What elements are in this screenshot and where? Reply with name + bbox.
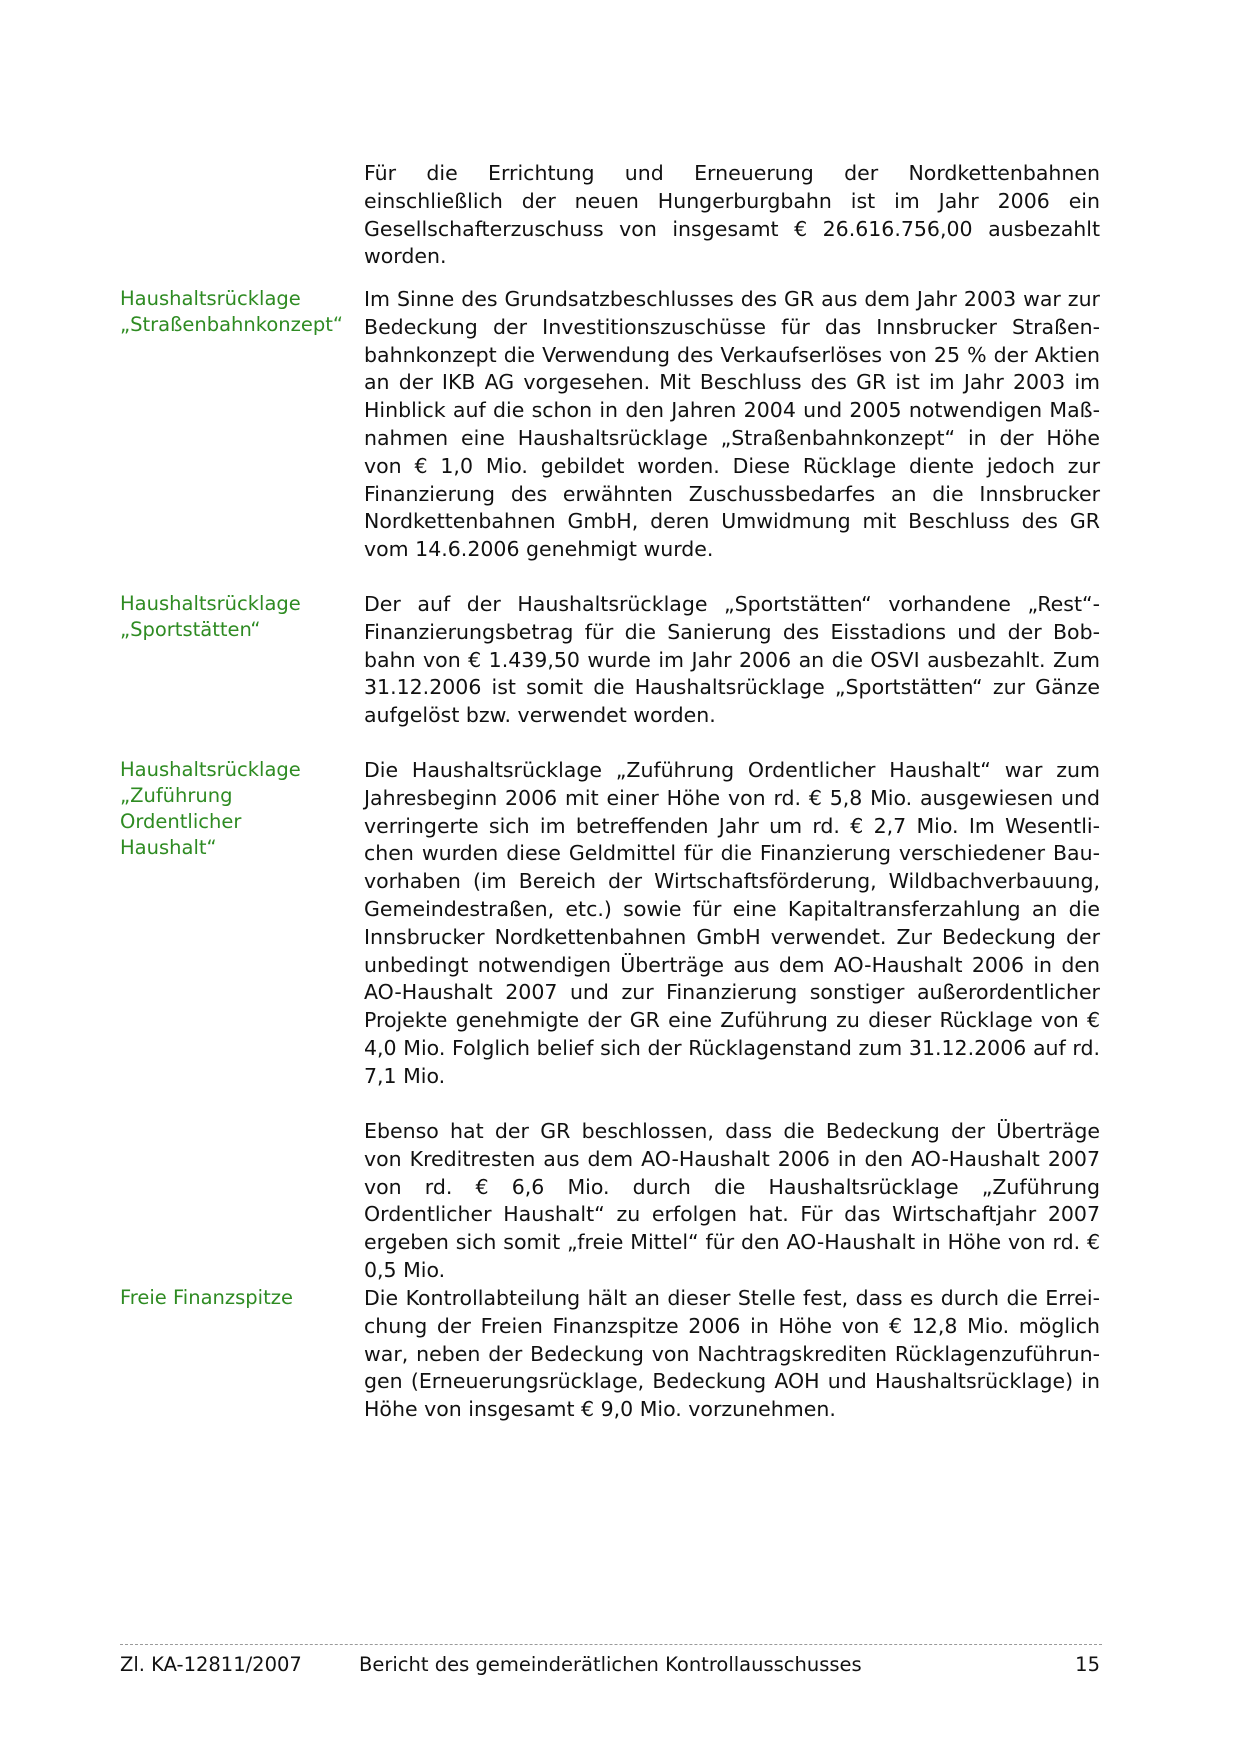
paragraph-text: Ebenso hat der GR beschlossen, dass die Bedeckung der Überträge von Kreditresten aus dem AO-Haushalt 2006 in den AO-Haushalt 2007 von rd. € 6,6 Mio. durch die Haushaltsrücklage „Zuführung Ordentlicher Haushalt“ zu erfolgen hat. Für das Wirtschaftjahr 2007 ergeben sich somit „freie Mittel“ für den AO-Haushalt in Höhe von rd. € 0,5 Mio. [364, 1119, 1100, 1282]
footer-title: Bericht des gemeinderätlichen Kontrollausschusses [359, 1653, 862, 1676]
margin-label [120, 1285, 360, 1311]
margin-label-line: „Zuführung Ordentlicher [120, 784, 242, 833]
intro-text: Für die Errichtung und Erneuerung der Nordkettenbahnen einschließlich der neuen Hungerburgbahn ist im Jahr 2006 ein Gesellschafterzuschuss von insgesamt € 26.616.756,00 ausbezahlt worden. [364, 161, 1100, 269]
margin-label-line: „Sportstätten“ [120, 618, 261, 641]
intro-paragraph [364, 160, 1100, 271]
footer-divider [120, 1644, 1102, 1645]
section-paragraph [364, 286, 1100, 564]
footer-reference: Zl. KA-12811/2007 [120, 1653, 302, 1676]
margin-label-line: „Straßenbahnkonzept“ [120, 313, 344, 336]
paragraph-text: Die Kontrollabteilung hält an dieser Stelle fest, dass es durch die Erreichung der Freien Finanzspitze 2006 in Höhe von € 12,8 Mio. möglich war, neben der Bedeckung von Nachtragskrediten Rücklagenzuführungen (Erneuerungsrücklage, Bedeckung AOH und Haushaltsrücklage) in Höhe von insgesamt € 9,0 Mio. vorzunehmen. [364, 1286, 1100, 1422]
margin-label-line: Haushalt“ [120, 836, 217, 859]
margin-label [120, 757, 360, 861]
margin-label [120, 286, 360, 338]
paragraph-text: Der auf der Haushaltsrücklage „Sportstätten“ vorhandene „Rest“-Finanzierungsbetrag für die Sanierung des Eisstadions und der Bobbahn von € 1.439,50 wurde im Jahr 2006 an die OSVI ausbezahlt. Zum 31.12.2006 ist somit die Haushaltsrücklage „Sportstätten“ zur Gänze aufgelöst bzw. verwendet worden. [364, 592, 1100, 728]
section-paragraph [364, 757, 1100, 1091]
section-paragraph [364, 1118, 1100, 1285]
margin-label [120, 591, 360, 643]
paragraph-text: Im Sinne des Grundsatzbeschlusses des GR aus dem Jahr 2003 war zur Bedeckung der Investitionszuschüsse für das Innsbrucker Straßenbahnkonzept die Verwendung des Verkaufserlöses von 25 % der Aktien an der IKB AG vorgesehen. Mit Beschluss des GR ist im Jahr 2003 im Hinblick auf die schon in den Jahren 2004 und 2005 notwendigen Maßnahmen eine Haushaltsrücklage „Straßenbahnkonzept“ in der Höhe von € 1,0 Mio. gebildet worden. Diese Rücklage diente jedoch zur Finanzierung des erwähnten Zuschussbedarfes an die Innsbrucker Nordkettenbahnen GmbH, deren Umwidmung mit Beschluss des GR vom 14.6.2006 genehmigt wurde. [364, 287, 1100, 562]
margin-label-line: Haushaltsrücklage [120, 758, 301, 781]
section-paragraph [364, 591, 1100, 730]
section-paragraph [364, 1285, 1100, 1424]
margin-label-line: Haushaltsrücklage [120, 287, 301, 310]
page-number: 15 [1075, 1653, 1100, 1676]
margin-label-line: Freie Finanzspitze [120, 1286, 293, 1309]
paragraph-text: Die Haushaltsrücklage „Zuführung Ordentlicher Haushalt“ war zum Jahresbeginn 2006 mit einer Höhe von rd. € 5,8 Mio. ausgewiesen und verringerte sich im betreffenden Jahr um rd. € 2,7 Mio. Im Wesentlichen wurden diese Geldmittel für die Finanzierung verschiedener Bauvorhaben (im Bereich der Wirtschaftsförderung, Wildbachverbauung, Gemeindestraßen, etc.) sowie für eine Kapitaltransferzahlung an die Innsbrucker Nordkettenbahnen GmbH verwendet. Zur Bedeckung der unbedingt notwendigen Überträge aus dem AO-Haushalt 2006 in den AO-Haushalt 2007 und zur Finanzierung sonstiger außerordentlicher Projekte genehmigte der GR eine Zuführung zu dieser Rücklage von € 4,0 Mio. Folglich belief sich der Rücklagenstand zum 31.12.2006 auf rd. 7,1 Mio. [364, 758, 1100, 1088]
margin-label-line: Haushaltsrücklage [120, 592, 301, 615]
